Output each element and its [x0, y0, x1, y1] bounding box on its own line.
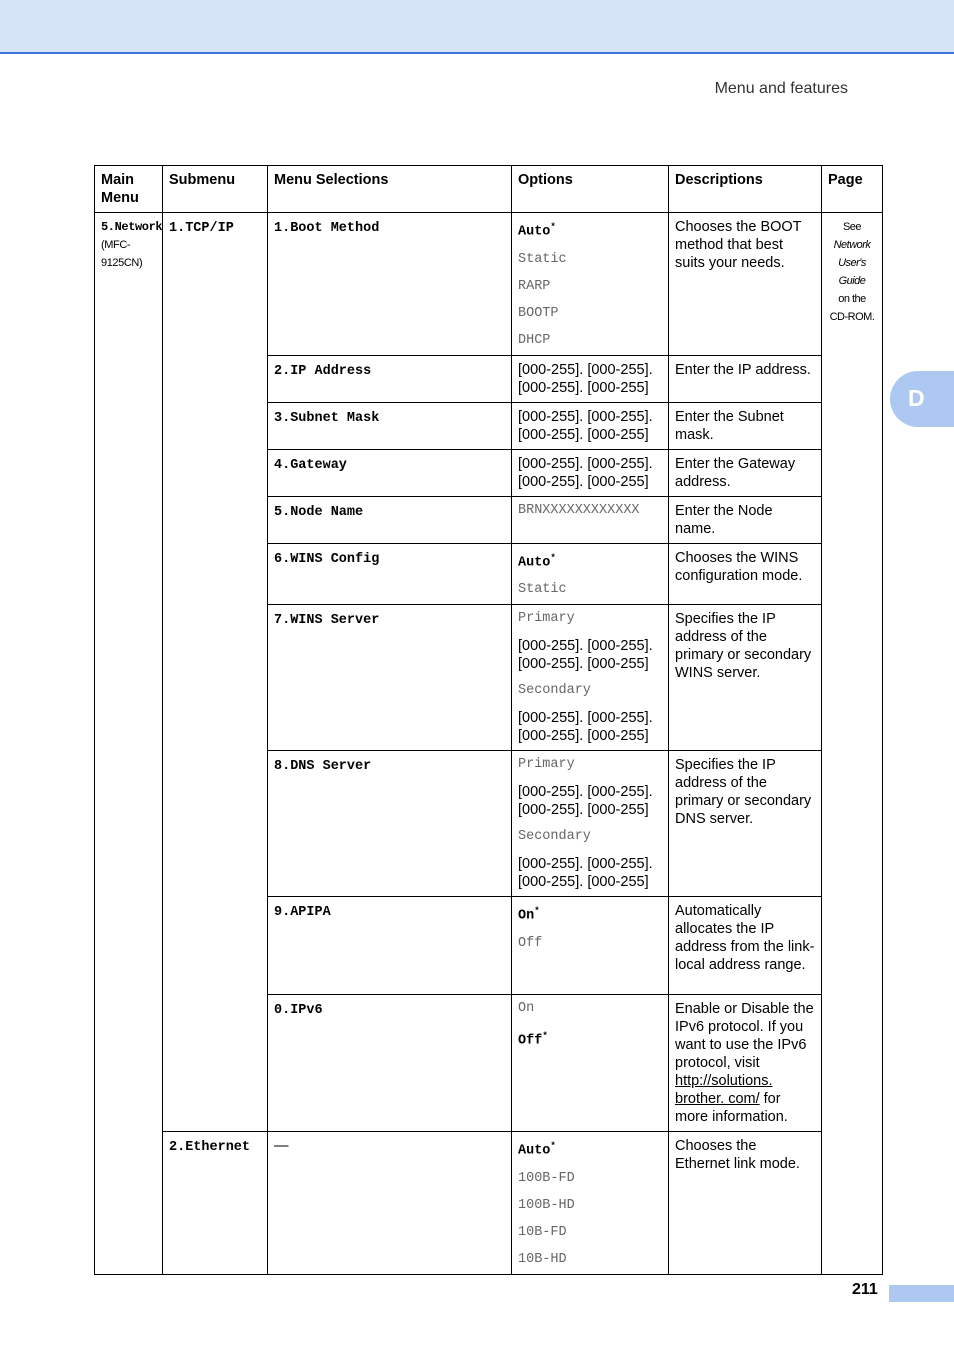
- options-cell: Auto* Static RARP BOOTP DHCP: [512, 213, 669, 356]
- options-cell: Auto* Static: [512, 543, 669, 605]
- header-bar: [0, 0, 954, 54]
- description-cell: Enter the Gateway address.: [669, 449, 822, 496]
- page-reference-cell: See Network User's Guide on the CD-ROM.: [822, 213, 883, 1275]
- options-cell: Primary [000-255]. [000-255]. [000-255]. [000-255] Secondary [000-255]. [000-255]. [000-255]. [000-255]: [512, 751, 669, 897]
- submenu-ethernet: 2.Ethernet: [169, 1140, 251, 1155]
- description-cell: Automatically allocates the IP address from the link-local address range.: [669, 897, 822, 995]
- selection-cell: 0.IPv6: [268, 995, 512, 1132]
- main-menu-label: 5.Network: [101, 220, 163, 234]
- chapter-letter: D: [908, 385, 925, 411]
- description-cell: Enter the Node name.: [669, 496, 822, 543]
- options-cell: On* Off: [512, 897, 669, 995]
- description-cell: Specifies the IP address of the primary or secondary WINS server.: [669, 605, 822, 751]
- description-cell: Enable or Disable the IPv6 protocol. If you want to use the IPv6 protocol, visit http://solutions. brother. com/ for more information.: [669, 995, 822, 1132]
- description-cell: Enter the Subnet mask.: [669, 402, 822, 449]
- description-cell: Chooses the BOOT method that best suits your needs.: [669, 213, 822, 356]
- options-cell: BRNXXXXXXXXXXXX: [512, 496, 669, 543]
- col-submenu: Submenu: [163, 166, 268, 213]
- description-cell: Enter the IP address.: [669, 355, 822, 402]
- options-cell: [000-255]. [000-255]. [000-255]. [000-255]: [512, 449, 669, 496]
- col-options: Options: [512, 166, 669, 213]
- table-row: [95, 1132, 883, 1275]
- description-cell: Chooses the Ethernet link mode.: [669, 1132, 822, 1275]
- main-menu-model: (MFC-9125CN): [101, 239, 143, 269]
- selection-cell: 3.Subnet Mask: [268, 402, 512, 449]
- selection-cell: 7.WINS Server: [268, 605, 512, 751]
- col-page: Page: [822, 166, 883, 213]
- submenu-cell: [163, 213, 268, 1132]
- selection-cell: 5.Node Name: [268, 496, 512, 543]
- page-number: 211: [852, 1281, 878, 1298]
- submenu-cell: [163, 1132, 268, 1275]
- options-cell: Primary [000-255]. [000-255]. [000-255]. [000-255] Secondary [000-255]. [000-255]. [000-255]. [000-255]: [512, 605, 669, 751]
- table-header-row: [95, 166, 883, 213]
- selection-cell: 2.IP Address: [268, 355, 512, 402]
- table-row: [95, 213, 883, 356]
- selection-cell: 8.DNS Server: [268, 751, 512, 897]
- col-descriptions: Descriptions: [669, 166, 822, 213]
- description-cell: Specifies the IP address of the primary or secondary DNS server.: [669, 751, 822, 897]
- options-cell: Auto* 100B-FD 100B-HD 10B-FD 10B-HD: [512, 1132, 669, 1275]
- col-main-menu: Main Menu: [95, 166, 163, 213]
- chapter-tab: [890, 371, 954, 427]
- description-cell: Chooses the WINS configuration mode.: [669, 543, 822, 605]
- footer-bar: [889, 1285, 954, 1302]
- options-cell: [000-255]. [000-255]. [000-255]. [000-255]: [512, 355, 669, 402]
- selection-cell: 6.WINS Config: [268, 543, 512, 605]
- options-cell: On Off*: [512, 995, 669, 1132]
- main-menu-cell: [95, 213, 163, 1275]
- submenu-tcpip: 1.TCP/IP: [169, 221, 234, 236]
- solutions-link[interactable]: http://solutions. brother. com/: [675, 1073, 773, 1107]
- page-header-title: Menu and features: [714, 80, 848, 97]
- selection-cell: 4.Gateway: [268, 449, 512, 496]
- selection-cell: —: [268, 1132, 512, 1275]
- selection-cell: 9.APIPA: [268, 897, 512, 995]
- menu-table: [94, 165, 883, 1275]
- options-cell: [000-255]. [000-255]. [000-255]. [000-255]: [512, 402, 669, 449]
- selection-cell: 1.Boot Method: [268, 213, 512, 356]
- col-menu-selections: Menu Selections: [268, 166, 512, 213]
